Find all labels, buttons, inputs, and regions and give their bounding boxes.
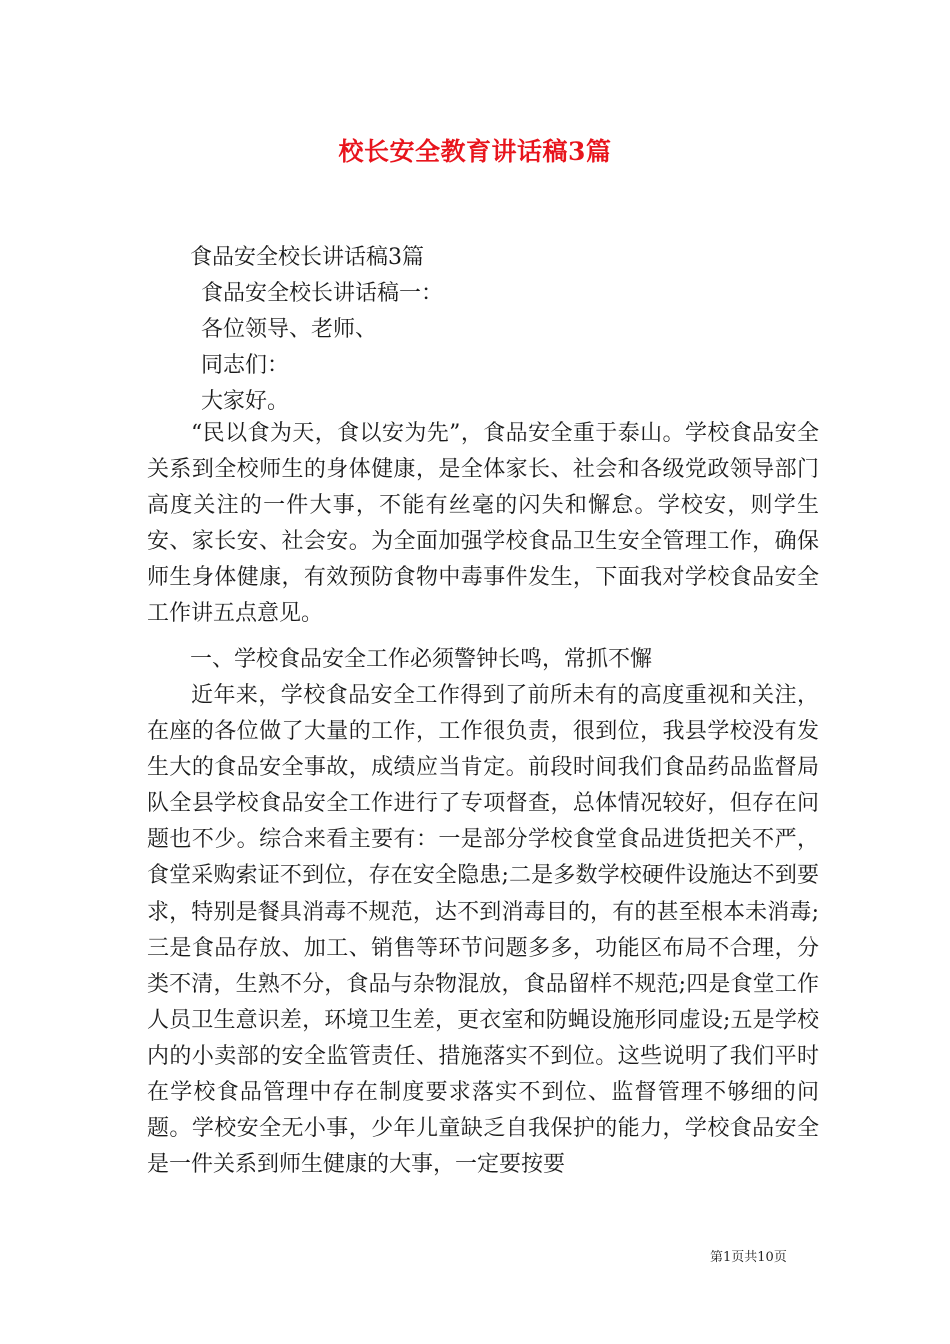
section-label: 食品安全校长讲话稿一： [201, 281, 444, 306]
paragraph-2: 近年来，学校食品安全工作得到了前所未有的高度重视和关注，在座的各位做了大量的工作，工作很负责，很到位，我县学校没有发生大的食品安全事故，成绩应当肯定。前段时间我们食品药品监督局队全县学校食品安全工作进行了专项督查，总体情况较好，但存在问题也不少。综合来看主要有：一是部分学校食堂食品进货把关不严，食堂采购索证不到位，存在安全隐患;二是多数学校硬件设施达不到要求，特别是餐具消毒不规范，达不到消毒目的，有的甚至根本未消毒;三是食品存放、加工、销售等环节问题多多，功能区布局不合理，分类不清，生熟不分，食品与杂物混放，食品留样不规范;四是食堂工作人员卫生意识差，环境卫生差，更衣室和防蝇设施形同虚设;五是学校内的小卖部的安全监管责任、措施落实不到位。这些说明了我们平时在学校食品管理中存在制度要求落实不到位、监督管理不够细的问题。学校安全无小事，少年儿童缺乏自我保护的能力，学校食品安全是一件关系到师生健康的大事，一定要按要 [147, 683, 819, 1178]
greeting-line-1: 各位领导、老师、 [201, 317, 378, 342]
greeting-line-2: 同志们： [201, 353, 290, 378]
paragraph-1: “民以食为天，食以安为先”，食品安全重于泰山。学校食品安全关系到全校师生的身体健康，是全体家长、社会和各级党政领导部门高度关注的一件大事，不能有丝毫的闪失和懈怠。学校安，则学生安、家长安、社会安。为全面加强学校食品卫生安全管理工作，确保师生身体健康，有效预防食物中毒事件发生，下面我对学校食品安全工作讲五点意见。 [147, 421, 819, 627]
greeting-line-3: 大家好。 [201, 389, 290, 414]
section-heading-1: 一、学校食品安全工作必须警钟长鸣，常抓不懈 [190, 647, 653, 672]
page-footer: 第1页共10页 [710, 1250, 787, 1265]
document-title: 校长安全教育讲话稿3篇 [338, 137, 612, 166]
document-subtitle: 食品安全校长讲话稿3篇 [190, 245, 424, 270]
